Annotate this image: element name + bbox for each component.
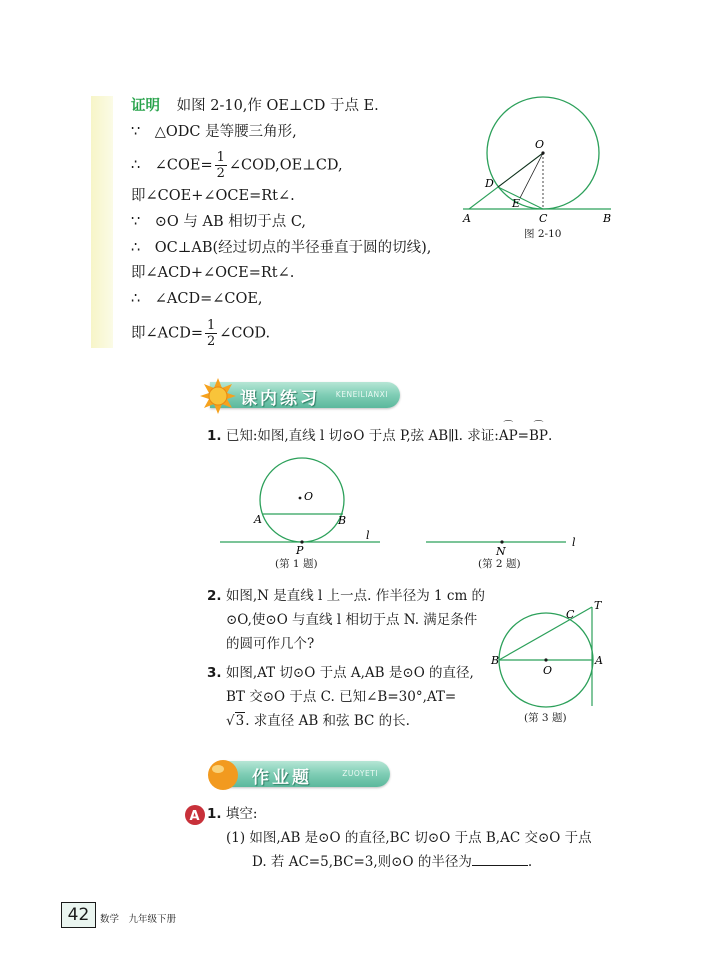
label-t: T [594, 599, 602, 612]
question-2-line-3: 的圆可作几个? [226, 636, 315, 652]
homework-1-item-1-line-2: D. 若 AC=5,BC=3,则⊙O 的半径为 . [252, 850, 532, 874]
segment-oe [520, 153, 543, 198]
orange-ball-icon [203, 755, 243, 795]
line-bt [499, 607, 592, 660]
question-3-line-2: BT 交⊙O 于点 C. 已知∠B=30°,AT= [226, 689, 457, 705]
book-title: 数学 九年级下册 [100, 914, 177, 925]
question-2-line-2: ⊙O,使⊙O 与直线 l 相切于点 N. 满足条件 [226, 612, 478, 628]
chord-dc [498, 187, 543, 209]
homework-1-item-1: (1) 如图,AB 是⊙O 的直径,BC 切⊙O 于点 B,AC 交⊙O 于点 [226, 830, 592, 846]
label-n: N [496, 545, 506, 556]
circle-o [260, 458, 347, 542]
proof-line-8: ∴ ∠ACD=∠COE, [131, 291, 263, 307]
fraction-half: $\frac{1}{2}$ [216, 150, 225, 181]
label-o: O [304, 490, 314, 503]
label-o: O [535, 138, 545, 151]
proof-line-1: 证明 如图 2-10,作 OE⊥CD 于点 E. [131, 97, 379, 114]
fraction-half: $\frac{1}{2}$ [207, 318, 216, 349]
svg-text:A: A [189, 809, 200, 824]
level-a-badge-icon [184, 804, 206, 826]
question-1: 1. 已知:如图,直线 l 切⊙O 于点 P,弦 AB∥l. 求证:⌒ AP=⌒ BP. [207, 424, 552, 448]
homework-banner [222, 761, 390, 787]
label-b: B [491, 654, 500, 667]
label-a: A [254, 513, 262, 526]
proof-line-4: 即∠COE+∠OCE=Rt∠. [131, 188, 295, 204]
proof-line-3: ∴ ∠COE= $\frac{1}{2}$ ∠COD,OE⊥CD, [131, 150, 343, 181]
proof-line-6: ∴ OC⊥AB(经过切点的半径垂直于圆的切线), [131, 240, 432, 256]
arc-ap: ⌒ AP [499, 424, 518, 448]
proof-line-5: ∵ ⊙O 与 AB 相切于点 C, [131, 214, 307, 230]
sqrt-symbol: √ [226, 713, 235, 729]
label-l: l [366, 529, 370, 542]
practice-banner-title: 课内练习 [240, 389, 320, 409]
homework-banner-title: 作业题 [252, 768, 312, 788]
practice-banner-subtitle: KENEILIANXI [335, 390, 388, 399]
proof-line-7: 即∠ACD+∠OCE=Rt∠. [131, 265, 295, 281]
label-b: B [338, 514, 347, 527]
figure-q3-caption: (第 3 题) [524, 712, 567, 724]
proof-heading: 证明 [131, 97, 160, 114]
question-3-line-3: √3. 求直径 AB 和弦 BC 的长. [226, 713, 410, 729]
arc-bp: ⌒ BP [529, 424, 548, 448]
label-a: A [463, 212, 471, 225]
figure-q1-caption: (第 1 题) [275, 558, 318, 570]
label-b: B [603, 212, 612, 225]
question-2: 2. 如图,N 是直线 l 上一点. 作半径为 1 cm 的 [207, 588, 486, 604]
figure-q3 [488, 596, 608, 710]
practice-banner [210, 382, 400, 408]
figure-2-10 [455, 86, 620, 246]
proof-line-2: ∵ △ODC 是等腰三角形, [131, 124, 297, 140]
proof-highlight-bar [91, 96, 113, 348]
figure-2-10-caption: 图 2-10 [524, 228, 562, 240]
label-a: A [595, 654, 603, 667]
page-number: 42 [61, 902, 96, 928]
center-dot [541, 151, 544, 154]
label-l: l [572, 536, 576, 549]
answer-blank[interactable] [472, 851, 528, 866]
center-dot [299, 497, 302, 500]
label-c: C [566, 608, 575, 621]
label-p: P [296, 544, 304, 556]
question-3: 3. 如图,AT 切⊙O 于点 A,AB 是⊙O 的直径, [207, 665, 474, 681]
homework-1: 1. 填空: [207, 806, 258, 822]
label-d: D [485, 177, 494, 190]
figure-q2 [426, 532, 586, 556]
label-c: C [539, 212, 548, 225]
center-dot [544, 658, 547, 661]
homework-banner-subtitle: ZUOYETI [342, 769, 378, 778]
point-n [500, 540, 503, 543]
figure-q1 [220, 456, 390, 556]
label-e: E [512, 197, 521, 210]
label-o: O [543, 664, 553, 677]
sun-icon [198, 376, 238, 416]
radius-od [498, 153, 543, 187]
proof-line-9: 即∠ACD= $\frac{1}{2}$ ∠COD. [131, 318, 271, 349]
figure-q2-caption: (第 2 题) [478, 558, 521, 570]
